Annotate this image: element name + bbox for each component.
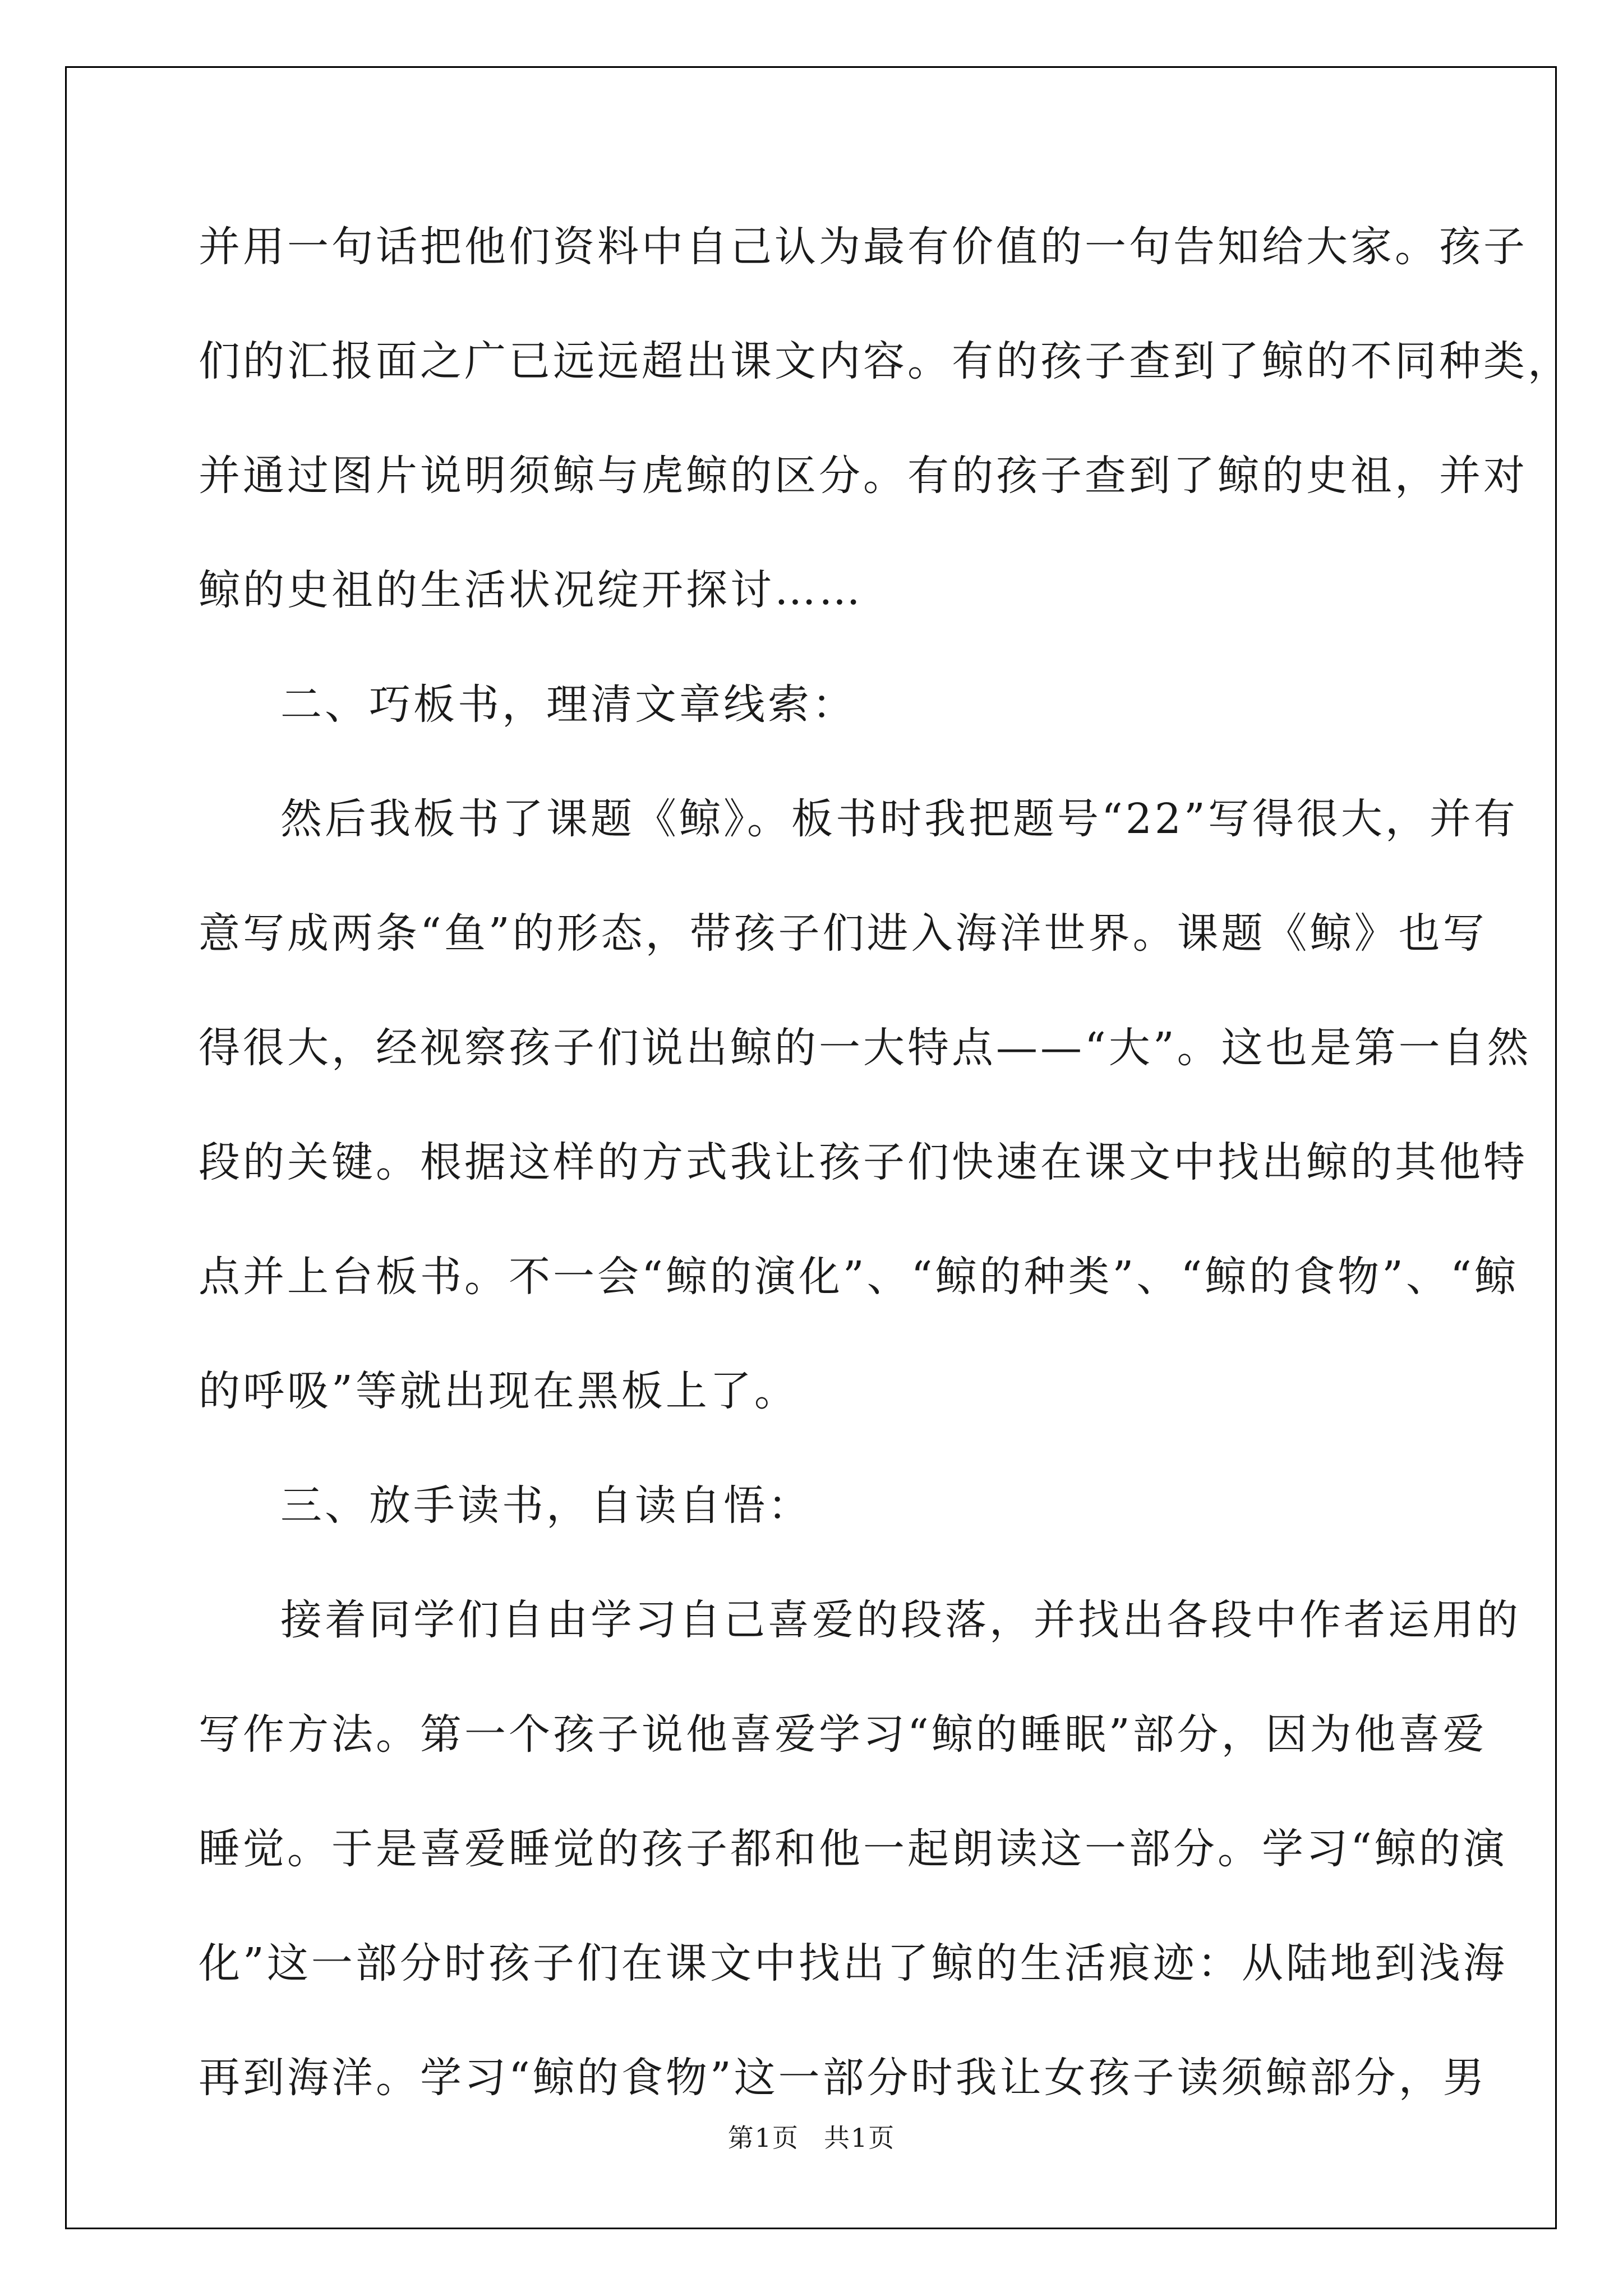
text-line: 鲸的史祖的生活状况绽开探讨…… — [199, 566, 863, 614]
text-line: 接着同学们自由学习自己喜爱的段落，并找出各段中作者运用的 — [280, 1596, 1521, 1644]
document-body — [199, 213, 1572, 2159]
text-line: 化”这一部分时孩子们在课文中找出了鲸的生活痕迹：从陆地到浅海 — [199, 1939, 1507, 1987]
text-line: 写作方法。第一个孩子说他喜爱学习“鲸的睡眠”部分，因为他喜爱 — [199, 1710, 1487, 1759]
page-total: 共1页 — [824, 2123, 896, 2153]
text-line: 并通过图片说明须鲸与虎鲸的区分。有的孩子查到了鲸的史祖，并对 — [199, 452, 1528, 500]
section-heading: 二、巧板书，理清文章线索： — [280, 680, 856, 729]
page-footer — [0, 2118, 1623, 2155]
text-line: 然后我板书了课题《鲸》。板书时我把题号“22”写得很大，并有 — [280, 795, 1518, 843]
text-line: 们的汇报面之广已远远超出课文内容。有的孩子查到了鲸的不同种类， — [199, 337, 1572, 385]
page-number: 第1页 — [727, 2123, 799, 2153]
text-line: 并用一句话把他们资料中自己认为最有价值的一句告知给大家。孩子 — [199, 223, 1528, 271]
text-line: 段的关键。根据这样的方式我让孩子们快速在课文中找出鲸的其他特 — [199, 1138, 1528, 1186]
text-line: 的呼吸”等就出现在黑板上了。 — [199, 1367, 799, 1415]
text-line: 意写成两条“鱼”的形态，带孩子们进入海洋世界。课题《鲸》也写 — [199, 909, 1487, 958]
text-line: 再到海洋。学习“鲸的食物”这一部分时我让女孩子读须鲸部分，男 — [199, 2054, 1487, 2102]
text-line: 得很大，经视察孩子们说出鲸的一大特点——“大”。这也是第一自然 — [199, 1024, 1532, 1072]
text-line: 点并上台板书。不一会“鲸的演化”、“鲸的种类”、“鲸的食物”、“鲸 — [199, 1253, 1519, 1301]
section-heading: 三、放手读书，自读自悟： — [280, 1481, 812, 1530]
text-line: 睡觉。于是喜爱睡觉的孩子都和他一起朗读这一部分。学习“鲸的演 — [199, 1825, 1507, 1873]
